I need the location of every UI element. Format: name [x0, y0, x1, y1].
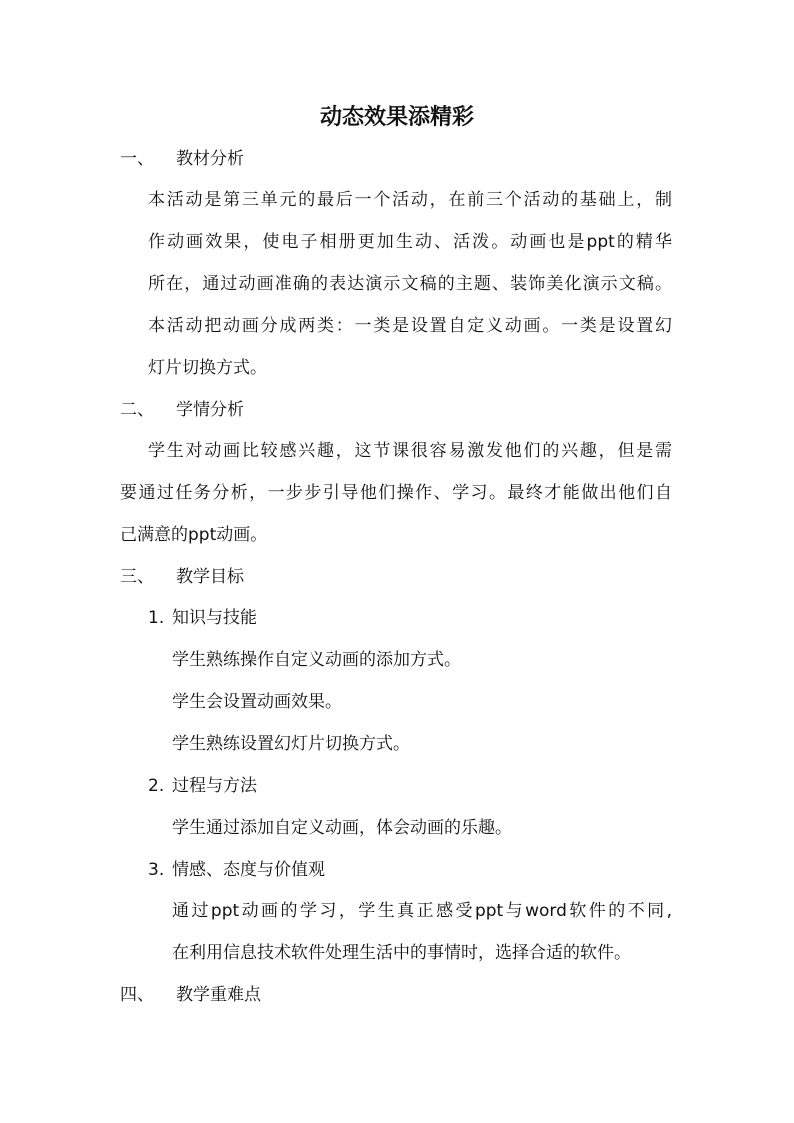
- section-heading-1: [120, 146, 244, 172]
- section-number: 一、: [120, 149, 154, 169]
- objective-heading-1: [148, 605, 257, 631]
- paragraph-line: 学生熟练设置幻灯片切换方式。: [172, 734, 410, 754]
- paragraph-line: 在利用信息技术软件处理生活中的事情时，选择合适的软件。: [172, 943, 631, 963]
- section-number: 二、: [120, 400, 154, 420]
- section-title: 教材分析: [176, 149, 244, 169]
- item-number: 1.: [148, 608, 165, 628]
- item-label: 情感、态度与价值观: [172, 860, 325, 880]
- section-number: 四、: [120, 985, 154, 1005]
- section-number: 三、: [120, 567, 154, 587]
- paragraph-line: 学生通过添加自定义动画，体会动画的乐趣。: [172, 818, 512, 838]
- section-title: 学情分析: [176, 400, 244, 420]
- section-title: 教学目标: [176, 567, 244, 587]
- section-heading-3: [120, 564, 244, 590]
- paragraph-line: 己满意的ppt动画。: [120, 525, 268, 545]
- item-number: 2.: [148, 776, 165, 796]
- item-number: 3.: [148, 860, 165, 880]
- section-title: 教学重难点: [176, 985, 261, 1005]
- paragraph-line: 作动画效果，使电子相册更加生动、活泼。动画也是ppt的精华: [148, 232, 672, 252]
- paragraph-line: 本活动是第三单元的最后一个活动，在前三个活动的基础上，制: [148, 190, 672, 210]
- objective-heading-2: [148, 773, 257, 799]
- paragraph-line: 通过ppt动画的学习，学生真正感受ppt与word软件的不同,: [172, 901, 672, 921]
- section-heading-2: [120, 397, 244, 423]
- section-heading-4: [120, 982, 261, 1008]
- paragraph-line: 本活动把动画分成两类：一类是设置自定义动画。一类是设置幻: [148, 316, 672, 336]
- paragraph-line: 灯片切换方式。: [148, 358, 267, 378]
- paragraph-line: 学生对动画比较感兴趣，这节课很容易激发他们的兴趣，但是需: [148, 441, 672, 461]
- objective-heading-3: [148, 857, 325, 883]
- item-label: 过程与方法: [172, 776, 257, 796]
- paragraph-line: 要通过任务分析，一步步引导他们操作、学习。最终才能做出他们自: [120, 483, 672, 503]
- paragraph-line: 所在，通过动画准确的表达演示文稿的主题、装饰美化演示文稿。: [148, 274, 672, 294]
- paragraph-line: 学生会设置动画效果。: [172, 692, 342, 712]
- document-title: 动态效果添精彩: [319, 104, 474, 130]
- paragraph-line: 学生熟练操作自定义动画的添加方式。: [172, 650, 461, 670]
- item-label: 知识与技能: [172, 608, 257, 628]
